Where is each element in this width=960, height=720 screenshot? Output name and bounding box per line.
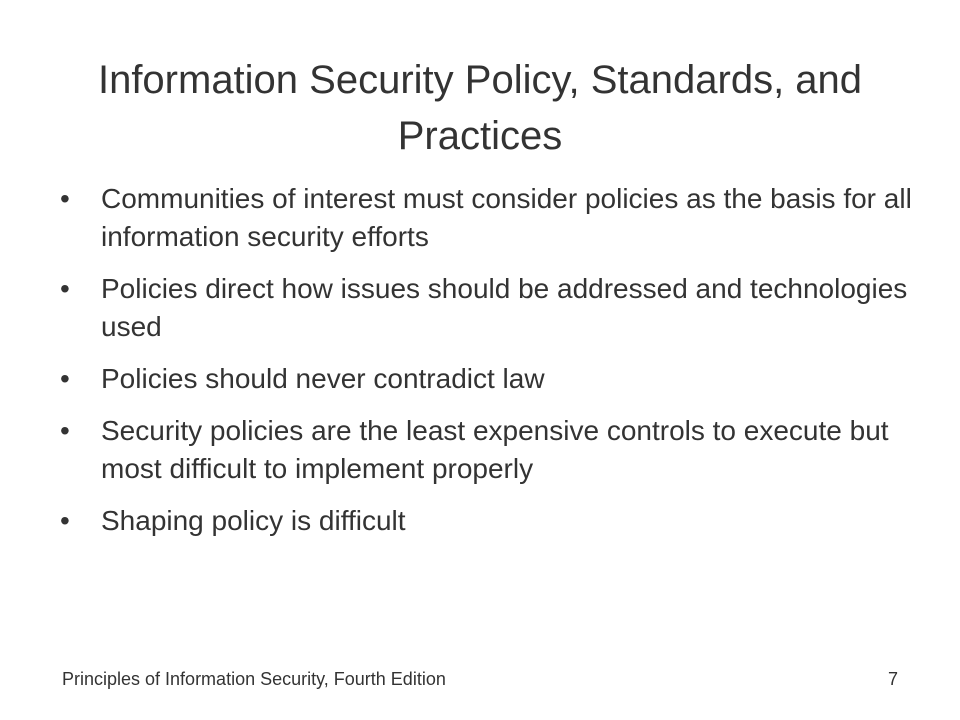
bullet-icon: • (60, 273, 70, 304)
bullet-icon: • (60, 183, 70, 214)
bullet-text: Policies should never contradict law (101, 363, 545, 394)
bullet-item (60, 502, 920, 540)
slide-title: Information Security Policy, Standards, and Practices (97, 58, 863, 158)
bullet-text: Communities of interest must consider policies as the basis for all information security efforts (101, 183, 912, 252)
bullet-text: Policies direct how issues should be addressed and technologies used (101, 273, 908, 342)
bullet-item (60, 412, 920, 488)
bullet-list (60, 180, 920, 554)
bullet-item (60, 270, 920, 346)
bullet-text: Shaping policy is difficult (101, 505, 406, 536)
bullet-item (60, 360, 920, 398)
bullet-icon: • (60, 415, 70, 446)
bullet-item (60, 180, 920, 256)
page-number: 7 (887, 669, 898, 689)
footer-book-title: Principles of Information Security, Fourth Edition (62, 669, 446, 689)
bullet-text: Security policies are the least expensive controls to execute but most difficult to implement properly (101, 415, 889, 484)
bullet-icon: • (60, 363, 70, 394)
bullet-icon: • (60, 505, 70, 536)
